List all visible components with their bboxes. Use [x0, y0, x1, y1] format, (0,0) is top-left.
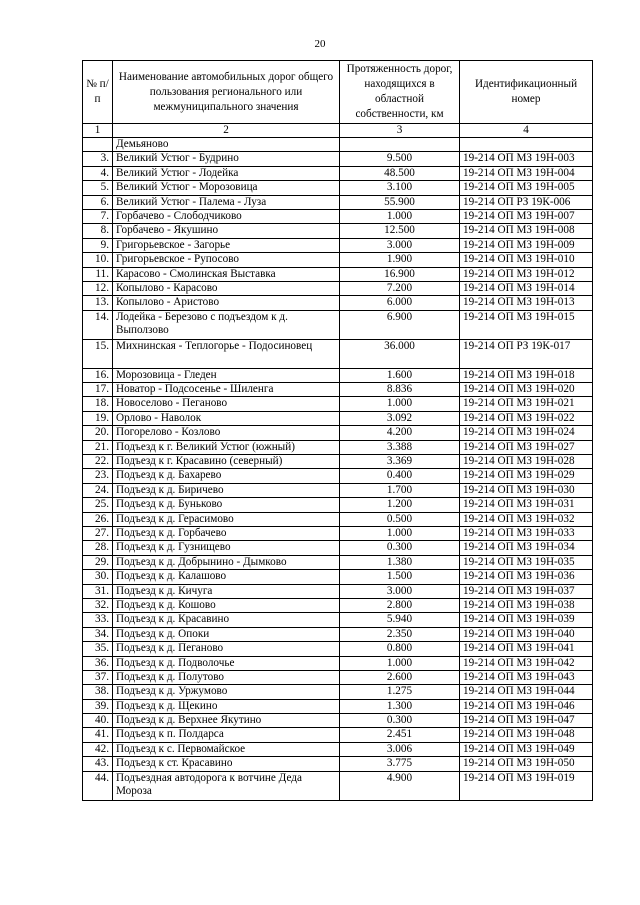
road-length: 7.200 [340, 281, 460, 295]
road-name: Подъезд к д. Опоки [113, 627, 340, 641]
header-id: Идентификационный номер [460, 61, 593, 124]
row-number: 42. [83, 742, 113, 756]
table-row [83, 339, 593, 368]
road-length: 1.380 [340, 555, 460, 569]
road-name: Подъезд к д. Уржумово [113, 685, 340, 699]
road-length: 2.600 [340, 670, 460, 684]
road-id: 19-214 ОП МЗ 19Н-015 [460, 310, 593, 339]
road-id: 19-214 ОП РЗ 19К-017 [460, 339, 593, 368]
road-name: Горбачево - Слободчиково [113, 209, 340, 223]
road-name: Подъезд к д. Горбачево [113, 526, 340, 540]
road-length: 2.350 [340, 627, 460, 641]
road-id: 19-214 ОП МЗ 19Н-032 [460, 512, 593, 526]
table-row [83, 469, 593, 483]
table-row [83, 728, 593, 742]
road-length: 55.900 [340, 195, 460, 209]
road-id: 19-214 ОП МЗ 19Н-039 [460, 613, 593, 627]
table-row [83, 613, 593, 627]
row-number: 15. [83, 339, 113, 368]
page-number: 20 [314, 38, 326, 50]
table-row [83, 455, 593, 469]
road-id: 19-214 ОП МЗ 19Н-009 [460, 238, 593, 252]
table-row [83, 512, 593, 526]
table-row [83, 411, 593, 425]
table-row [83, 181, 593, 195]
road-length: 3.092 [340, 411, 460, 425]
table-row [83, 483, 593, 497]
road-id: 19-214 ОП МЗ 19Н-035 [460, 555, 593, 569]
column-index: 4 [460, 124, 593, 138]
road-id: 19-214 ОП РЗ 19К-006 [460, 195, 593, 209]
continuation-row [83, 138, 593, 152]
row-number: 31. [83, 584, 113, 598]
row-number: 9. [83, 238, 113, 252]
row-number: 3. [83, 152, 113, 166]
row-number: 11. [83, 267, 113, 281]
road-name: Подъезд к д. Калашово [113, 570, 340, 584]
road-name: Подъезд к д. Полутово [113, 670, 340, 684]
road-name: Подъезд к д. Бахарево [113, 469, 340, 483]
road-id: 19-214 ОП МЗ 19Н-004 [460, 166, 593, 180]
row-number: 24. [83, 483, 113, 497]
table-row [83, 742, 593, 756]
table-row [83, 598, 593, 612]
row-number: 13. [83, 296, 113, 310]
table-row [83, 541, 593, 555]
row-number: 40. [83, 714, 113, 728]
continuation-id [460, 138, 593, 152]
road-id: 19-214 ОП МЗ 19Н-031 [460, 498, 593, 512]
column-index: 3 [340, 124, 460, 138]
row-number: 35. [83, 642, 113, 656]
row-number: 25. [83, 498, 113, 512]
road-length: 16.900 [340, 267, 460, 281]
road-length: 1.200 [340, 498, 460, 512]
table-row [83, 627, 593, 641]
column-index: 2 [113, 124, 340, 138]
road-id: 19-214 ОП МЗ 19Н-048 [460, 728, 593, 742]
road-length: 1.000 [340, 209, 460, 223]
table-row [83, 281, 593, 295]
road-name: Подъезд к д. Герасимово [113, 512, 340, 526]
road-name: Погорелово - Козлово [113, 426, 340, 440]
road-id: 19-214 ОП МЗ 19Н-037 [460, 584, 593, 598]
road-length: 0.400 [340, 469, 460, 483]
road-id: 19-214 ОП МЗ 19Н-022 [460, 411, 593, 425]
road-id: 19-214 ОП МЗ 19Н-030 [460, 483, 593, 497]
row-number: 8. [83, 224, 113, 238]
road-id: 19-214 ОП МЗ 19Н-019 [460, 771, 593, 800]
road-length: 8.836 [340, 383, 460, 397]
road-id: 19-214 ОП МЗ 19Н-012 [460, 267, 593, 281]
road-name: Подъезд к д. Буньково [113, 498, 340, 512]
row-number: 38. [83, 685, 113, 699]
road-name: Подъезд к д. Добрынино - Дымково [113, 555, 340, 569]
road-length: 3.388 [340, 440, 460, 454]
road-name: Подъезд к д. Кичуга [113, 584, 340, 598]
row-number: 20. [83, 426, 113, 440]
table-row [83, 771, 593, 800]
road-length: 1.000 [340, 526, 460, 540]
road-name: Великий Устюг - Лодейка [113, 166, 340, 180]
road-name: Подъезд к д. Красавино [113, 613, 340, 627]
continuation-length [340, 138, 460, 152]
road-id: 19-214 ОП МЗ 19Н-049 [460, 742, 593, 756]
table-row [83, 570, 593, 584]
table-row [83, 426, 593, 440]
road-length: 6.000 [340, 296, 460, 310]
row-number: 26. [83, 512, 113, 526]
road-length: 3.369 [340, 455, 460, 469]
road-id: 19-214 ОП МЗ 19Н-036 [460, 570, 593, 584]
table-row [83, 670, 593, 684]
road-length: 1.500 [340, 570, 460, 584]
road-id: 19-214 ОП МЗ 19Н-014 [460, 281, 593, 295]
table-row [83, 714, 593, 728]
road-name: Морозовица - Гледен [113, 368, 340, 382]
road-name: Горбачево - Якушино [113, 224, 340, 238]
table-row [83, 498, 593, 512]
road-name: Подъезд к д. Биричево [113, 483, 340, 497]
road-length: 12.500 [340, 224, 460, 238]
road-length: 1.300 [340, 699, 460, 713]
road-length: 2.800 [340, 598, 460, 612]
table-row [83, 267, 593, 281]
road-name: Подъезд к д. Верхнее Якутино [113, 714, 340, 728]
table-row [83, 224, 593, 238]
row-number: 27. [83, 526, 113, 540]
road-name: Григорьевское - Рупосово [113, 253, 340, 267]
road-length: 0.300 [340, 541, 460, 555]
road-length: 4.200 [340, 426, 460, 440]
row-number: 29. [83, 555, 113, 569]
road-name: Подъезд к п. Полдарса [113, 728, 340, 742]
road-id: 19-214 ОП МЗ 19Н-010 [460, 253, 593, 267]
road-length: 1.275 [340, 685, 460, 699]
row-number: 17. [83, 383, 113, 397]
road-name: Григорьевское - Загорье [113, 238, 340, 252]
roads-table [82, 60, 593, 801]
road-id: 19-214 ОП МЗ 19Н-021 [460, 397, 593, 411]
table-row [83, 383, 593, 397]
table-row [83, 209, 593, 223]
road-id: 19-214 ОП МЗ 19Н-034 [460, 541, 593, 555]
road-length: 1.000 [340, 397, 460, 411]
row-number: 36. [83, 656, 113, 670]
road-name: Подъезд к г. Великий Устюг (южный) [113, 440, 340, 454]
road-id: 19-214 ОП МЗ 19Н-007 [460, 209, 593, 223]
road-name: Подъезд к д. Гузнищево [113, 541, 340, 555]
road-id: 19-214 ОП МЗ 19Н-040 [460, 627, 593, 641]
row-number: 34. [83, 627, 113, 641]
road-name: Подъездная автодорога к вотчине Деда Мороза [113, 771, 340, 800]
road-id: 19-214 ОП МЗ 19Н-033 [460, 526, 593, 540]
row-number: 37. [83, 670, 113, 684]
road-length: 1.600 [340, 368, 460, 382]
road-id: 19-214 ОП МЗ 19Н-027 [460, 440, 593, 454]
row-number: 18. [83, 397, 113, 411]
road-name: Копылово - Карасово [113, 281, 340, 295]
continuation-num [83, 138, 113, 152]
road-length: 0.300 [340, 714, 460, 728]
road-name: Орлово - Наволок [113, 411, 340, 425]
row-number: 39. [83, 699, 113, 713]
table-row [83, 757, 593, 771]
road-name: Подъезд к ст. Красавино [113, 757, 340, 771]
road-id: 19-214 ОП МЗ 19Н-029 [460, 469, 593, 483]
row-number: 30. [83, 570, 113, 584]
road-id: 19-214 ОП МЗ 19Н-028 [460, 455, 593, 469]
table-row [83, 238, 593, 252]
table-row [83, 642, 593, 656]
road-name: Подъезд к г. Красавино (северный) [113, 455, 340, 469]
road-id: 19-214 ОП МЗ 19Н-008 [460, 224, 593, 238]
road-length: 36.000 [340, 339, 460, 368]
row-number: 43. [83, 757, 113, 771]
table-row [83, 368, 593, 382]
road-name: Карасово - Смолинская Выставка [113, 267, 340, 281]
row-number: 14. [83, 310, 113, 339]
table-row [83, 253, 593, 267]
road-name: Михнинская - Теплогорье - Подосиновец [113, 339, 340, 368]
road-length: 6.900 [340, 310, 460, 339]
road-length: 0.500 [340, 512, 460, 526]
row-number: 23. [83, 469, 113, 483]
row-number: 22. [83, 455, 113, 469]
table-row [83, 152, 593, 166]
road-name: Подъезд к д. Щекино [113, 699, 340, 713]
row-number: 6. [83, 195, 113, 209]
table-row [83, 166, 593, 180]
road-id: 19-214 ОП МЗ 19Н-020 [460, 383, 593, 397]
table-row [83, 296, 593, 310]
road-length: 48.500 [340, 166, 460, 180]
row-number: 19. [83, 411, 113, 425]
table-header-row [83, 61, 593, 124]
row-number: 32. [83, 598, 113, 612]
table-row [83, 699, 593, 713]
road-name: Подъезд к д. Подволочье [113, 656, 340, 670]
road-id: 19-214 ОП МЗ 19Н-041 [460, 642, 593, 656]
row-number: 16. [83, 368, 113, 382]
row-number: 4. [83, 166, 113, 180]
row-number: 7. [83, 209, 113, 223]
road-name: Великий Устюг - Морозовица [113, 181, 340, 195]
road-name: Новатор - Подсосенье - Шиленга [113, 383, 340, 397]
column-index-row [83, 124, 593, 138]
road-id: 19-214 ОП МЗ 19Н-044 [460, 685, 593, 699]
road-length: 0.800 [340, 642, 460, 656]
row-number: 10. [83, 253, 113, 267]
row-number: 41. [83, 728, 113, 742]
road-name: Подъезд к с. Первомайское [113, 742, 340, 756]
table-row [83, 584, 593, 598]
road-id: 19-214 ОП МЗ 19Н-038 [460, 598, 593, 612]
header-name: Наименование автомобильных дорог общего пользования регионального или межмуниципального значения [113, 61, 340, 124]
row-number: 5. [83, 181, 113, 195]
road-name: Новоселово - Пеганово [113, 397, 340, 411]
road-length: 1.000 [340, 656, 460, 670]
road-id: 19-214 ОП МЗ 19Н-046 [460, 699, 593, 713]
road-name: Подъезд к д. Кошово [113, 598, 340, 612]
table-row [83, 526, 593, 540]
row-number: 21. [83, 440, 113, 454]
road-length: 1.900 [340, 253, 460, 267]
road-length: 1.700 [340, 483, 460, 497]
road-length: 3.100 [340, 181, 460, 195]
row-number: 33. [83, 613, 113, 627]
table-row [83, 685, 593, 699]
road-id: 19-214 ОП МЗ 19Н-003 [460, 152, 593, 166]
road-id: 19-214 ОП МЗ 19Н-047 [460, 714, 593, 728]
road-length: 3.000 [340, 238, 460, 252]
road-length: 3.006 [340, 742, 460, 756]
road-length: 3.775 [340, 757, 460, 771]
road-id: 19-214 ОП МЗ 19Н-043 [460, 670, 593, 684]
column-index: 1 [83, 124, 113, 138]
road-length: 9.500 [340, 152, 460, 166]
header-length: Протяженность дорог, находящихся в областной собственности, км [340, 61, 460, 124]
road-id: 19-214 ОП МЗ 19Н-024 [460, 426, 593, 440]
road-id: 19-214 ОП МЗ 19Н-013 [460, 296, 593, 310]
road-length: 4.900 [340, 771, 460, 800]
road-name: Копылово - Аристово [113, 296, 340, 310]
row-number: 44. [83, 771, 113, 800]
road-id: 19-214 ОП МЗ 19Н-018 [460, 368, 593, 382]
road-id: 19-214 ОП МЗ 19Н-050 [460, 757, 593, 771]
table-row [83, 195, 593, 209]
row-number: 12. [83, 281, 113, 295]
road-name: Великий Устюг - Будрино [113, 152, 340, 166]
table-row [83, 397, 593, 411]
road-length: 3.000 [340, 584, 460, 598]
table-row [83, 656, 593, 670]
road-name: Лодейка - Березово с подъездом к д. Выползово [113, 310, 340, 339]
road-name: Подъезд к д. Пеганово [113, 642, 340, 656]
road-length: 5.940 [340, 613, 460, 627]
table-row [83, 555, 593, 569]
road-id: 19-214 ОП МЗ 19Н-005 [460, 181, 593, 195]
road-id: 19-214 ОП МЗ 19Н-042 [460, 656, 593, 670]
continuation-name: Демьяново [113, 138, 340, 152]
header-num: № п/п [83, 61, 113, 124]
table-row [83, 440, 593, 454]
road-length: 2.451 [340, 728, 460, 742]
road-name: Великий Устюг - Палема - Луза [113, 195, 340, 209]
table-row [83, 310, 593, 339]
row-number: 28. [83, 541, 113, 555]
